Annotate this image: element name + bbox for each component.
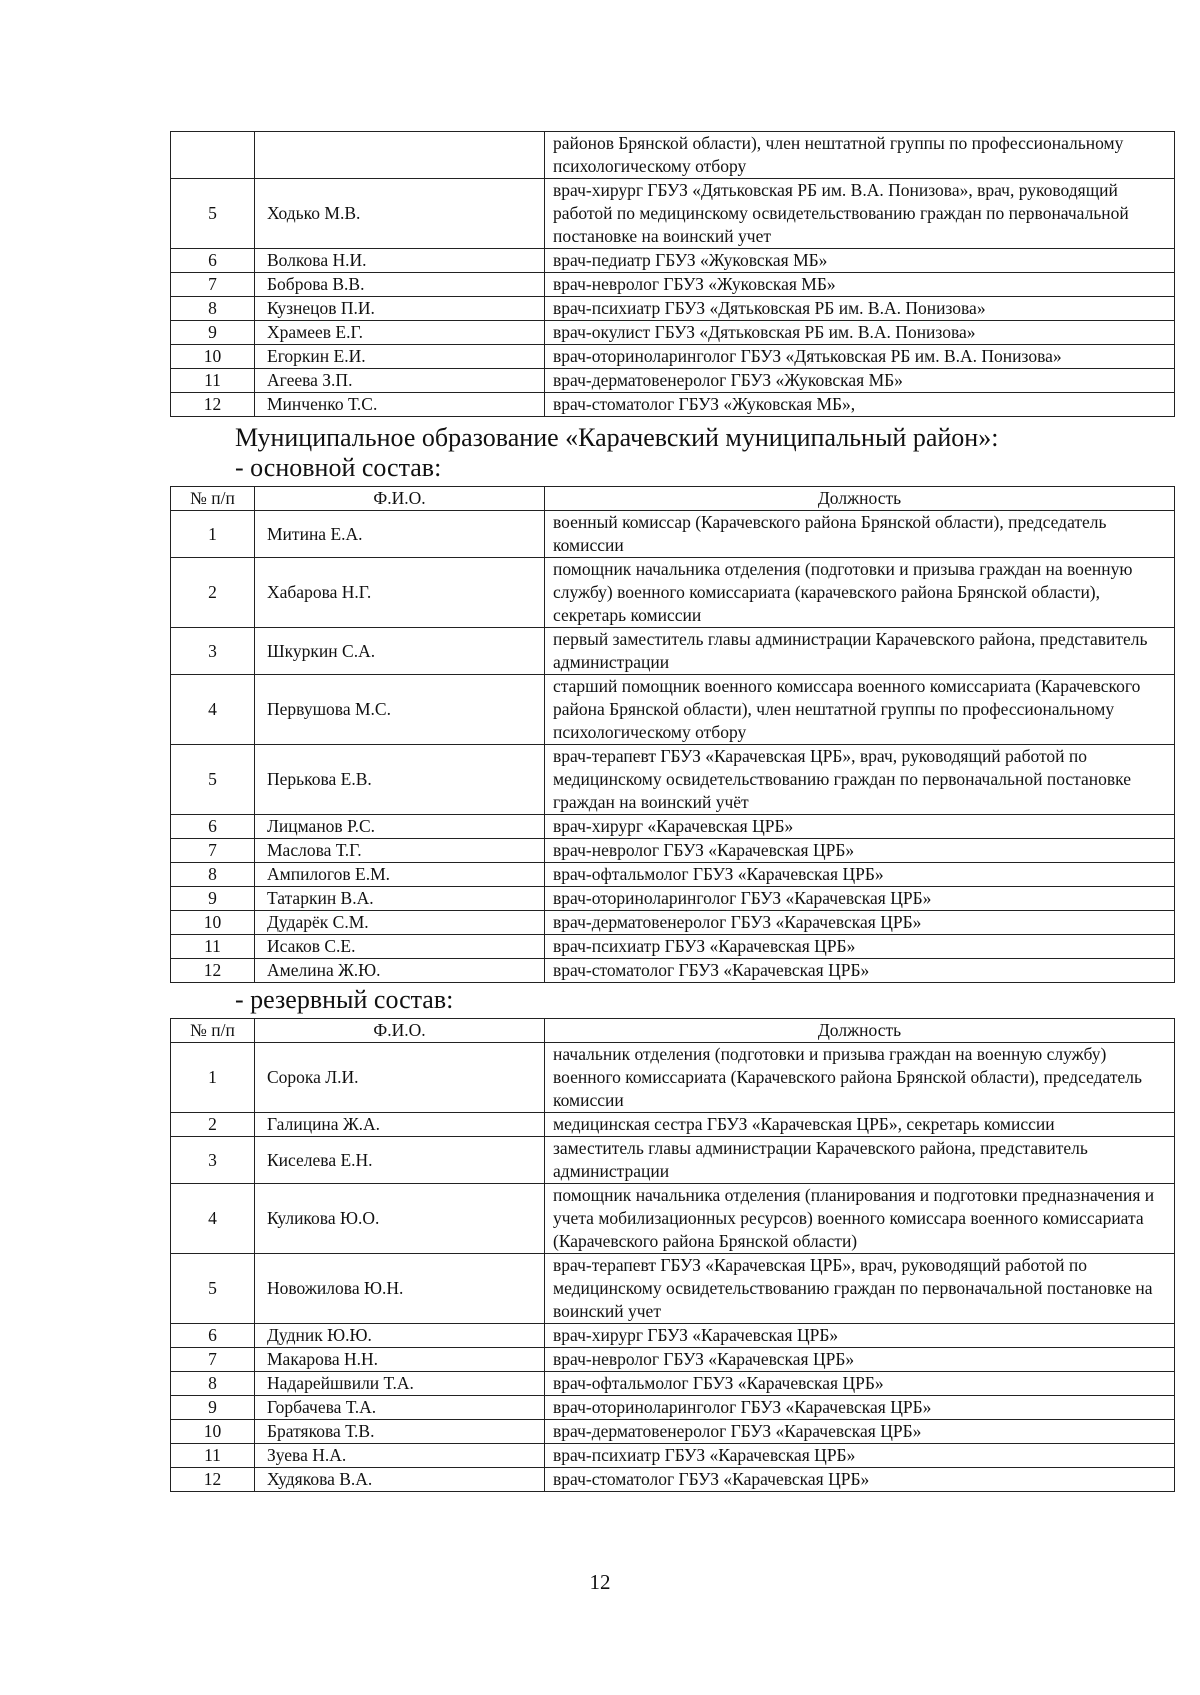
main-composition-table xyxy=(170,486,1175,983)
member-name: Перькова Е.В. xyxy=(255,745,545,815)
row-number: 2 xyxy=(171,1113,255,1137)
member-name: Киселева Е.Н. xyxy=(255,1137,545,1184)
table-row xyxy=(171,959,1175,983)
row-number: 7 xyxy=(171,1348,255,1372)
member-position: военный комиссар (Карачевского района Брянской области), председатель комиссии xyxy=(545,511,1175,558)
column-header-position: Должность xyxy=(545,487,1175,511)
member-name: Галицина Ж.А. xyxy=(255,1113,545,1137)
page-number: 12 xyxy=(589,1570,611,1594)
member-name: Зуева Н.А. xyxy=(255,1444,545,1468)
member-position: помощник начальника отделения (планирования и подготовки предназначения и учета мобилизационных ресурсов) военного комиссара военного комиссариата (Карачевского района Брянской области) xyxy=(545,1184,1175,1254)
row-number: 3 xyxy=(171,628,255,675)
reserve-composition-table xyxy=(170,1018,1175,1492)
table-row xyxy=(171,1372,1175,1396)
table-row xyxy=(171,369,1175,393)
main-composition-heading: - основной состав: xyxy=(235,453,442,482)
member-name: Егоркин Е.И. xyxy=(255,345,545,369)
member-position: врач-дерматовенеролог ГБУЗ «Карачевская ЦРБ» xyxy=(545,1420,1175,1444)
member-position: врач-хирург ГБУЗ «Карачевская ЦРБ» xyxy=(545,1324,1175,1348)
member-name: Надарейшвили Т.А. xyxy=(255,1372,545,1396)
member-name: Худякова В.А. xyxy=(255,1468,545,1492)
member-name: Шкуркин С.А. xyxy=(255,628,545,675)
member-position: врач-дерматовенеролог ГБУЗ «Карачевская ЦРБ» xyxy=(545,911,1175,935)
table-row xyxy=(171,1396,1175,1420)
member-position: врач-хирург «Карачевская ЦРБ» xyxy=(545,815,1175,839)
member-position: врач-психиатр ГБУЗ «Карачевская ЦРБ» xyxy=(545,935,1175,959)
member-name: Сорока Л.И. xyxy=(255,1043,545,1113)
member-name: Куликова Ю.О. xyxy=(255,1184,545,1254)
table-row xyxy=(171,628,1175,675)
member-position: врач-невролог ГБУЗ «Жуковская МБ» xyxy=(545,273,1175,297)
row-number: 10 xyxy=(171,1420,255,1444)
table-row xyxy=(171,863,1175,887)
member-position: врач-оториноларинголог ГБУЗ «Дятьковская РБ им. В.А. Понизова» xyxy=(545,345,1175,369)
member-name: Кузнецов П.И. xyxy=(255,297,545,321)
row-number: 6 xyxy=(171,1324,255,1348)
table-row xyxy=(171,1137,1175,1184)
row-number xyxy=(171,132,255,179)
member-name: Митина Е.А. xyxy=(255,511,545,558)
table-row xyxy=(171,1043,1175,1113)
member-position: врач-офтальмолог ГБУЗ «Карачевская ЦРБ» xyxy=(545,863,1175,887)
member-position: помощник начальника отделения (подготовки и призыва граждан на военную службу) военного комиссариата (карачевского района Брянской области), секретарь комиссии xyxy=(545,558,1175,628)
column-header-num: № п/п xyxy=(171,487,255,511)
member-name: Ампилогов Е.М. xyxy=(255,863,545,887)
member-name: Дудник Ю.Ю. xyxy=(255,1324,545,1348)
member-name: Лицманов Р.С. xyxy=(255,815,545,839)
row-number: 8 xyxy=(171,297,255,321)
member-position: врач-оториноларинголог ГБУЗ «Карачевская ЦРБ» xyxy=(545,887,1175,911)
table-row xyxy=(171,1468,1175,1492)
row-number: 5 xyxy=(171,179,255,249)
member-position: заместитель главы администрации Карачевского района, представитель администрации xyxy=(545,1137,1175,1184)
member-name: Дударёк С.М. xyxy=(255,911,545,935)
row-number: 2 xyxy=(171,558,255,628)
row-number: 12 xyxy=(171,393,255,417)
row-number: 3 xyxy=(171,1137,255,1184)
table-row xyxy=(171,911,1175,935)
reserve-composition-heading: - резервный состав: xyxy=(235,985,454,1014)
table-row xyxy=(171,1348,1175,1372)
member-position: начальник отделения (подготовки и призыва граждан на военную службу) военного комиссариата (Карачевского района Брянской области), председатель комиссии xyxy=(545,1043,1175,1113)
member-position: врач-психиатр ГБУЗ «Дятьковская РБ им. В.А. Понизова» xyxy=(545,297,1175,321)
column-header-num: № п/п xyxy=(171,1019,255,1043)
member-position: врач-стоматолог ГБУЗ «Карачевская ЦРБ» xyxy=(545,959,1175,983)
member-name: Хабарова Н.Г. xyxy=(255,558,545,628)
table-row xyxy=(171,511,1175,558)
table-row xyxy=(171,745,1175,815)
table-row xyxy=(171,393,1175,417)
member-name: Маслова Т.Г. xyxy=(255,839,545,863)
row-number: 5 xyxy=(171,745,255,815)
row-number: 12 xyxy=(171,959,255,983)
member-position: врач-терапевт ГБУЗ «Карачевская ЦРБ», врач, руководящий работой по медицинскому освидетельствованию граждан по первоначальной постановке граждан на воинский учёт xyxy=(545,745,1175,815)
commission-table-continued xyxy=(170,131,1175,417)
member-position: старший помощник военного комиссара военного комиссариата (Карачевского района Брянской области), член нештатной группы по профессиональному психологическому отбору xyxy=(545,675,1175,745)
member-position: медицинская сестра ГБУЗ «Карачевская ЦРБ», секретарь комиссии xyxy=(545,1113,1175,1137)
member-position: врач-хирург ГБУЗ «Дятьковская РБ им. В.А. Понизова», врач, руководящий работой по медицинскому освидетельствованию граждан по первоначальной постановке на воинский учет xyxy=(545,179,1175,249)
member-name: Амелина Ж.Ю. xyxy=(255,959,545,983)
table-row xyxy=(171,132,1175,179)
member-name: Братякова Т.В. xyxy=(255,1420,545,1444)
member-name: Татаркин В.А. xyxy=(255,887,545,911)
member-position: врач-невролог ГБУЗ «Карачевская ЦРБ» xyxy=(545,1348,1175,1372)
member-name: Макарова Н.Н. xyxy=(255,1348,545,1372)
member-position: врач-окулист ГБУЗ «Дятьковская РБ им. В.А. Понизова» xyxy=(545,321,1175,345)
table-row xyxy=(171,839,1175,863)
table-row xyxy=(171,815,1175,839)
table-row xyxy=(171,935,1175,959)
member-position: врач-стоматолог ГБУЗ «Жуковская МБ», xyxy=(545,393,1175,417)
table-row xyxy=(171,297,1175,321)
column-header-position: Должность xyxy=(545,1019,1175,1043)
row-number: 10 xyxy=(171,911,255,935)
table-row xyxy=(171,179,1175,249)
member-name: Волкова Н.И. xyxy=(255,249,545,273)
table-row xyxy=(171,321,1175,345)
member-position: врач-психиатр ГБУЗ «Карачевская ЦРБ» xyxy=(545,1444,1175,1468)
row-number: 6 xyxy=(171,815,255,839)
table-row xyxy=(171,1184,1175,1254)
table-row xyxy=(171,558,1175,628)
member-name: Новожилова Ю.Н. xyxy=(255,1254,545,1324)
table-row xyxy=(171,1444,1175,1468)
member-name: Минченко Т.С. xyxy=(255,393,545,417)
table-header-row xyxy=(171,487,1175,511)
member-position: врач-педиатр ГБУЗ «Жуковская МБ» xyxy=(545,249,1175,273)
member-name: Горбачева Т.А. xyxy=(255,1396,545,1420)
member-position: врач-стоматолог ГБУЗ «Карачевская ЦРБ» xyxy=(545,1468,1175,1492)
member-name xyxy=(255,132,545,179)
column-header-name: Ф.И.О. xyxy=(255,487,545,511)
member-name: Первушова М.С. xyxy=(255,675,545,745)
member-name: Храмеев Е.Г. xyxy=(255,321,545,345)
row-number: 4 xyxy=(171,1184,255,1254)
table-header-row xyxy=(171,1019,1175,1043)
row-number: 12 xyxy=(171,1468,255,1492)
row-number: 5 xyxy=(171,1254,255,1324)
member-position: врач-невролог ГБУЗ «Карачевская ЦРБ» xyxy=(545,839,1175,863)
row-number: 9 xyxy=(171,1396,255,1420)
table-row xyxy=(171,345,1175,369)
row-number: 11 xyxy=(171,369,255,393)
table-row xyxy=(171,249,1175,273)
row-number: 1 xyxy=(171,1043,255,1113)
member-position: врач-офтальмолог ГБУЗ «Карачевская ЦРБ» xyxy=(545,1372,1175,1396)
table-row xyxy=(171,1254,1175,1324)
table-row xyxy=(171,1420,1175,1444)
table-row xyxy=(171,1113,1175,1137)
row-number: 1 xyxy=(171,511,255,558)
member-position: районов Брянской области), член нештатной группы по профессиональному психологическому отбору xyxy=(545,132,1175,179)
row-number: 11 xyxy=(171,935,255,959)
row-number: 4 xyxy=(171,675,255,745)
member-position: врач-дерматовенеролог ГБУЗ «Жуковская МБ» xyxy=(545,369,1175,393)
row-number: 7 xyxy=(171,839,255,863)
row-number: 6 xyxy=(171,249,255,273)
row-number: 11 xyxy=(171,1444,255,1468)
row-number: 9 xyxy=(171,887,255,911)
member-position: врач-терапевт ГБУЗ «Карачевская ЦРБ», врач, руководящий работой по медицинскому освидетельствованию граждан по первоначальной постановке на воинский учет xyxy=(545,1254,1175,1324)
member-name: Агеева З.П. xyxy=(255,369,545,393)
member-name: Исаков С.Е. xyxy=(255,935,545,959)
member-name: Ходько М.В. xyxy=(255,179,545,249)
column-header-name: Ф.И.О. xyxy=(255,1019,545,1043)
row-number: 8 xyxy=(171,863,255,887)
member-position: первый заместитель главы администрации Карачевского района, представитель администрации xyxy=(545,628,1175,675)
municipality-heading: Муниципальное образование «Карачевский муниципальный район»: xyxy=(235,423,999,452)
table-row xyxy=(171,675,1175,745)
table-row xyxy=(171,887,1175,911)
member-name: Боброва В.В. xyxy=(255,273,545,297)
row-number: 8 xyxy=(171,1372,255,1396)
member-position: врач-оториноларинголог ГБУЗ «Карачевская ЦРБ» xyxy=(545,1396,1175,1420)
row-number: 9 xyxy=(171,321,255,345)
row-number: 7 xyxy=(171,273,255,297)
table-row xyxy=(171,1324,1175,1348)
row-number: 10 xyxy=(171,345,255,369)
table-row xyxy=(171,273,1175,297)
